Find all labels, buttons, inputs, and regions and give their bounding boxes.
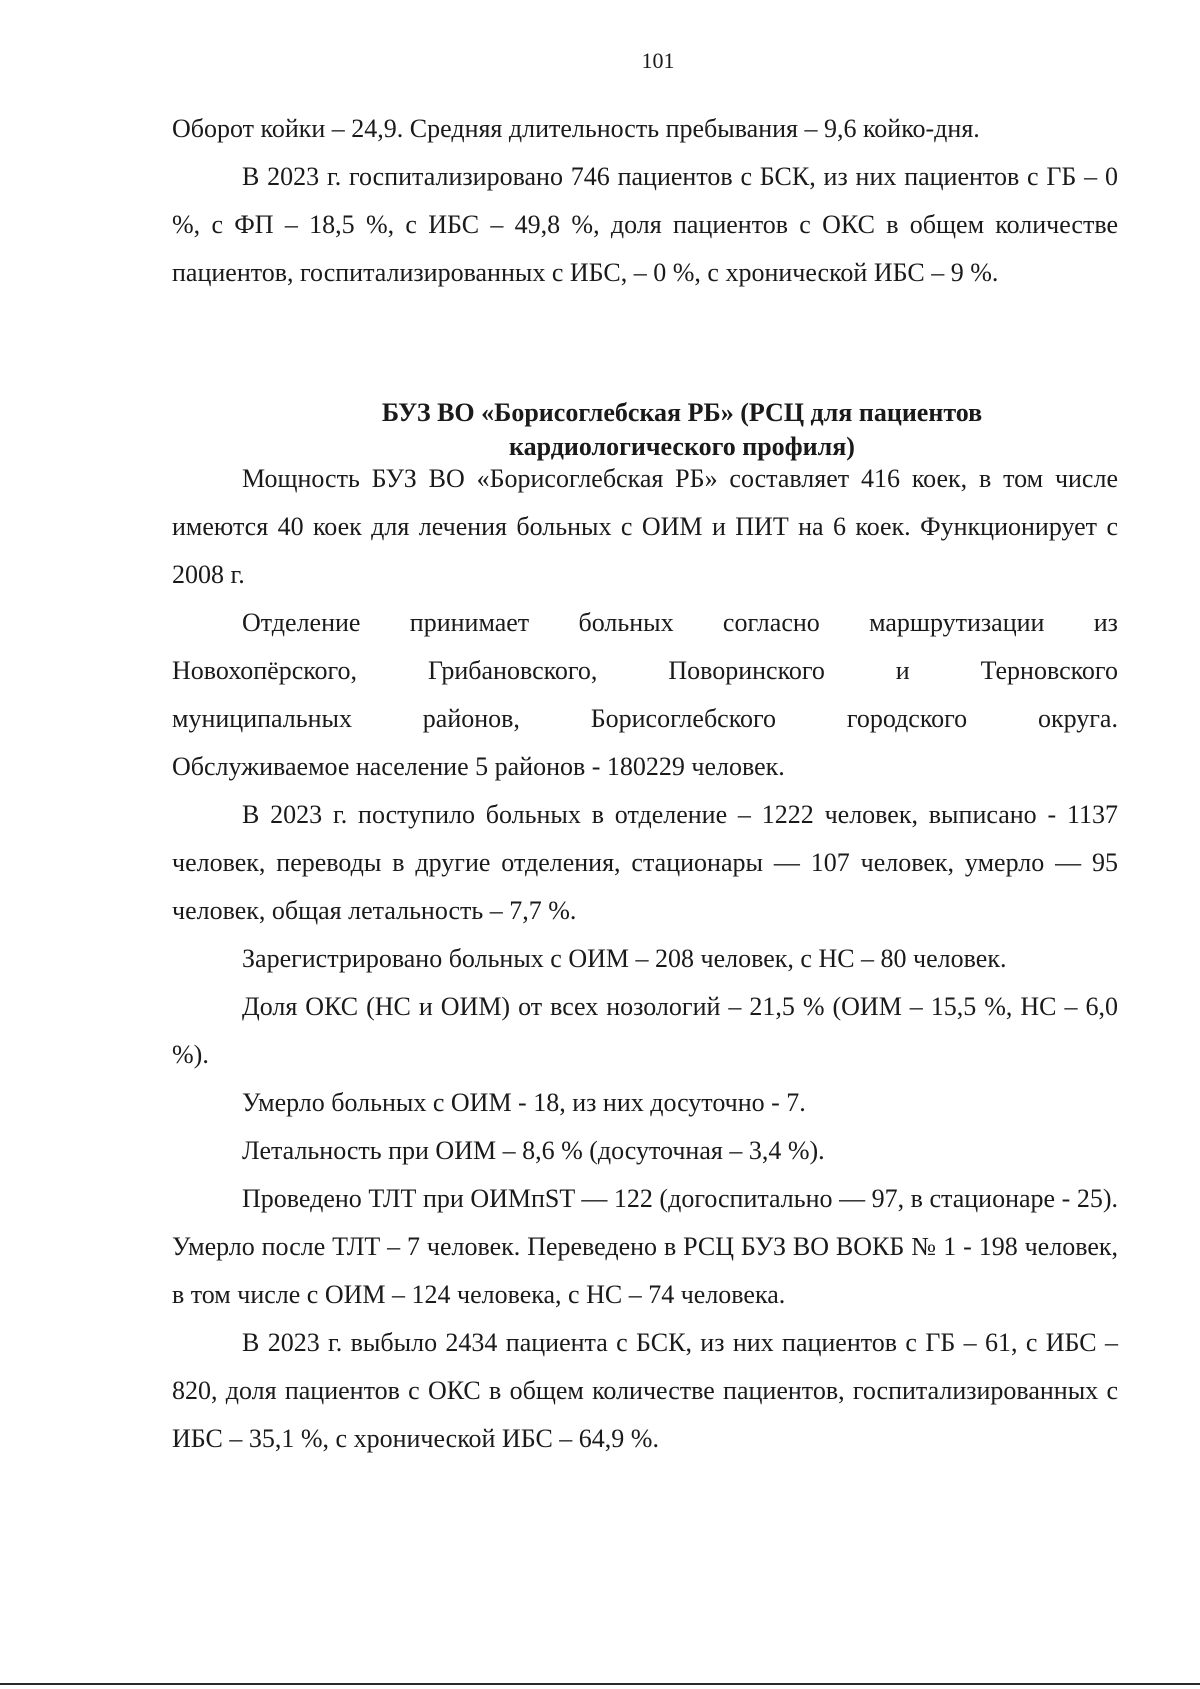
routing-line-4: Обслуживаемое население 5 районов - 180229 человек. (172, 752, 785, 781)
section-paragraph-routing (172, 599, 1118, 791)
section-paragraph-discharged: В 2023 г. выбыло 2434 пациента с БСК, из них пациентов с ГБ – 61, с ИБС – 820, доля пациентов с ОКС в общем количестве пациентов, госпитализированных с ИБС – 35,1 %, с хронической ИБС – 64,9 %. (172, 1328, 1118, 1453)
section-paragraph-deaths: Умерло больных с ОИМ - 18, из них досуточно - 7. (242, 1088, 806, 1117)
section-heading (172, 396, 1118, 464)
routing-word: муниципальных (172, 704, 353, 733)
routing-word: и (895, 656, 910, 685)
section-heading-line-2: кардиологического профиля) (509, 432, 855, 461)
routing-word: Отделение (242, 608, 361, 637)
routing-word: принимает (409, 608, 530, 637)
intro-block (172, 105, 1118, 297)
section-heading-line-1: БУЗ ВО «Борисоглебская РБ» (РСЦ для пациентов (381, 398, 983, 427)
routing-word: районов, (422, 704, 520, 733)
routing-word: Терновского (980, 656, 1118, 685)
section-body (172, 455, 1118, 1463)
routing-word: маршрутизации (869, 608, 1045, 637)
section-paragraph-admissions: В 2023 г. поступило больных в отделение – 1222 человек, выписано - 1137 человек, переводы в другие отделения, стационары — 107 человек, умерло — 95 человек, общая летальность – 7,7 %. (172, 800, 1118, 925)
routing-word: округа. (1037, 704, 1118, 733)
routing-word: Грибановского, (427, 656, 598, 685)
routing-word: Новохопёрского, (172, 656, 358, 685)
routing-line-3 (172, 695, 1118, 743)
routing-line-1 (172, 599, 1118, 647)
routing-word: больных (578, 608, 674, 637)
section-paragraph-capacity: Мощность БУЗ ВО «Борисоглебская РБ» составляет 416 коек, в том числе имеются 40 коек для лечения больных с ОИМ и ПИТ на 6 коек. Функционирует с 2008 г. (172, 464, 1118, 589)
section-paragraph-mortality: Летальность при ОИМ – 8,6 % (досуточная – 3,4 %). (242, 1136, 825, 1165)
routing-word: Борисоглебского (590, 704, 777, 733)
intro-paragraph-1: Оборот койки – 24,9. Средняя длительность пребывания – 9,6 койко-дня. (172, 114, 980, 143)
section-paragraph-registered: Зарегистрировано больных с ОИМ – 208 человек, с НС – 80 человек. (242, 944, 1007, 973)
routing-word: из (1093, 608, 1118, 637)
section-paragraph-oks-share: Доля ОКС (НС и ОИМ) от всех нозологий – 21,5 % (ОИМ – 15,5 %, НС – 6,0 %). (172, 992, 1118, 1069)
routing-word: городского (846, 704, 968, 733)
routing-word: Поворинского (668, 656, 825, 685)
routing-word: согласно (722, 608, 820, 637)
page-bottom-rule (0, 1683, 1200, 1685)
routing-line-2 (172, 647, 1118, 695)
intro-paragraph-2: В 2023 г. госпитализировано 746 пациентов с БСК, из них пациентов с ГБ – 0 %, с ФП – 18,5 %, с ИБС – 49,8 %, доля пациентов с ОКС в общем количестве пациентов, госпитализированных с ИБС, – 0 %, с хронической ИБС – 9 %. (172, 162, 1118, 287)
section-paragraph-tlt: Проведено ТЛТ при ОИМпST — 122 (догоспитально — 97, в стационаре - 25). Умерло после ТЛТ – 7 человек. Переведено в РСЦ БУЗ ВО ВОКБ № 1 - 198 человек, в том числе с ОИМ – 124 человека, с НС – 74 человека. (172, 1184, 1118, 1309)
page-number: 101 (641, 48, 675, 73)
